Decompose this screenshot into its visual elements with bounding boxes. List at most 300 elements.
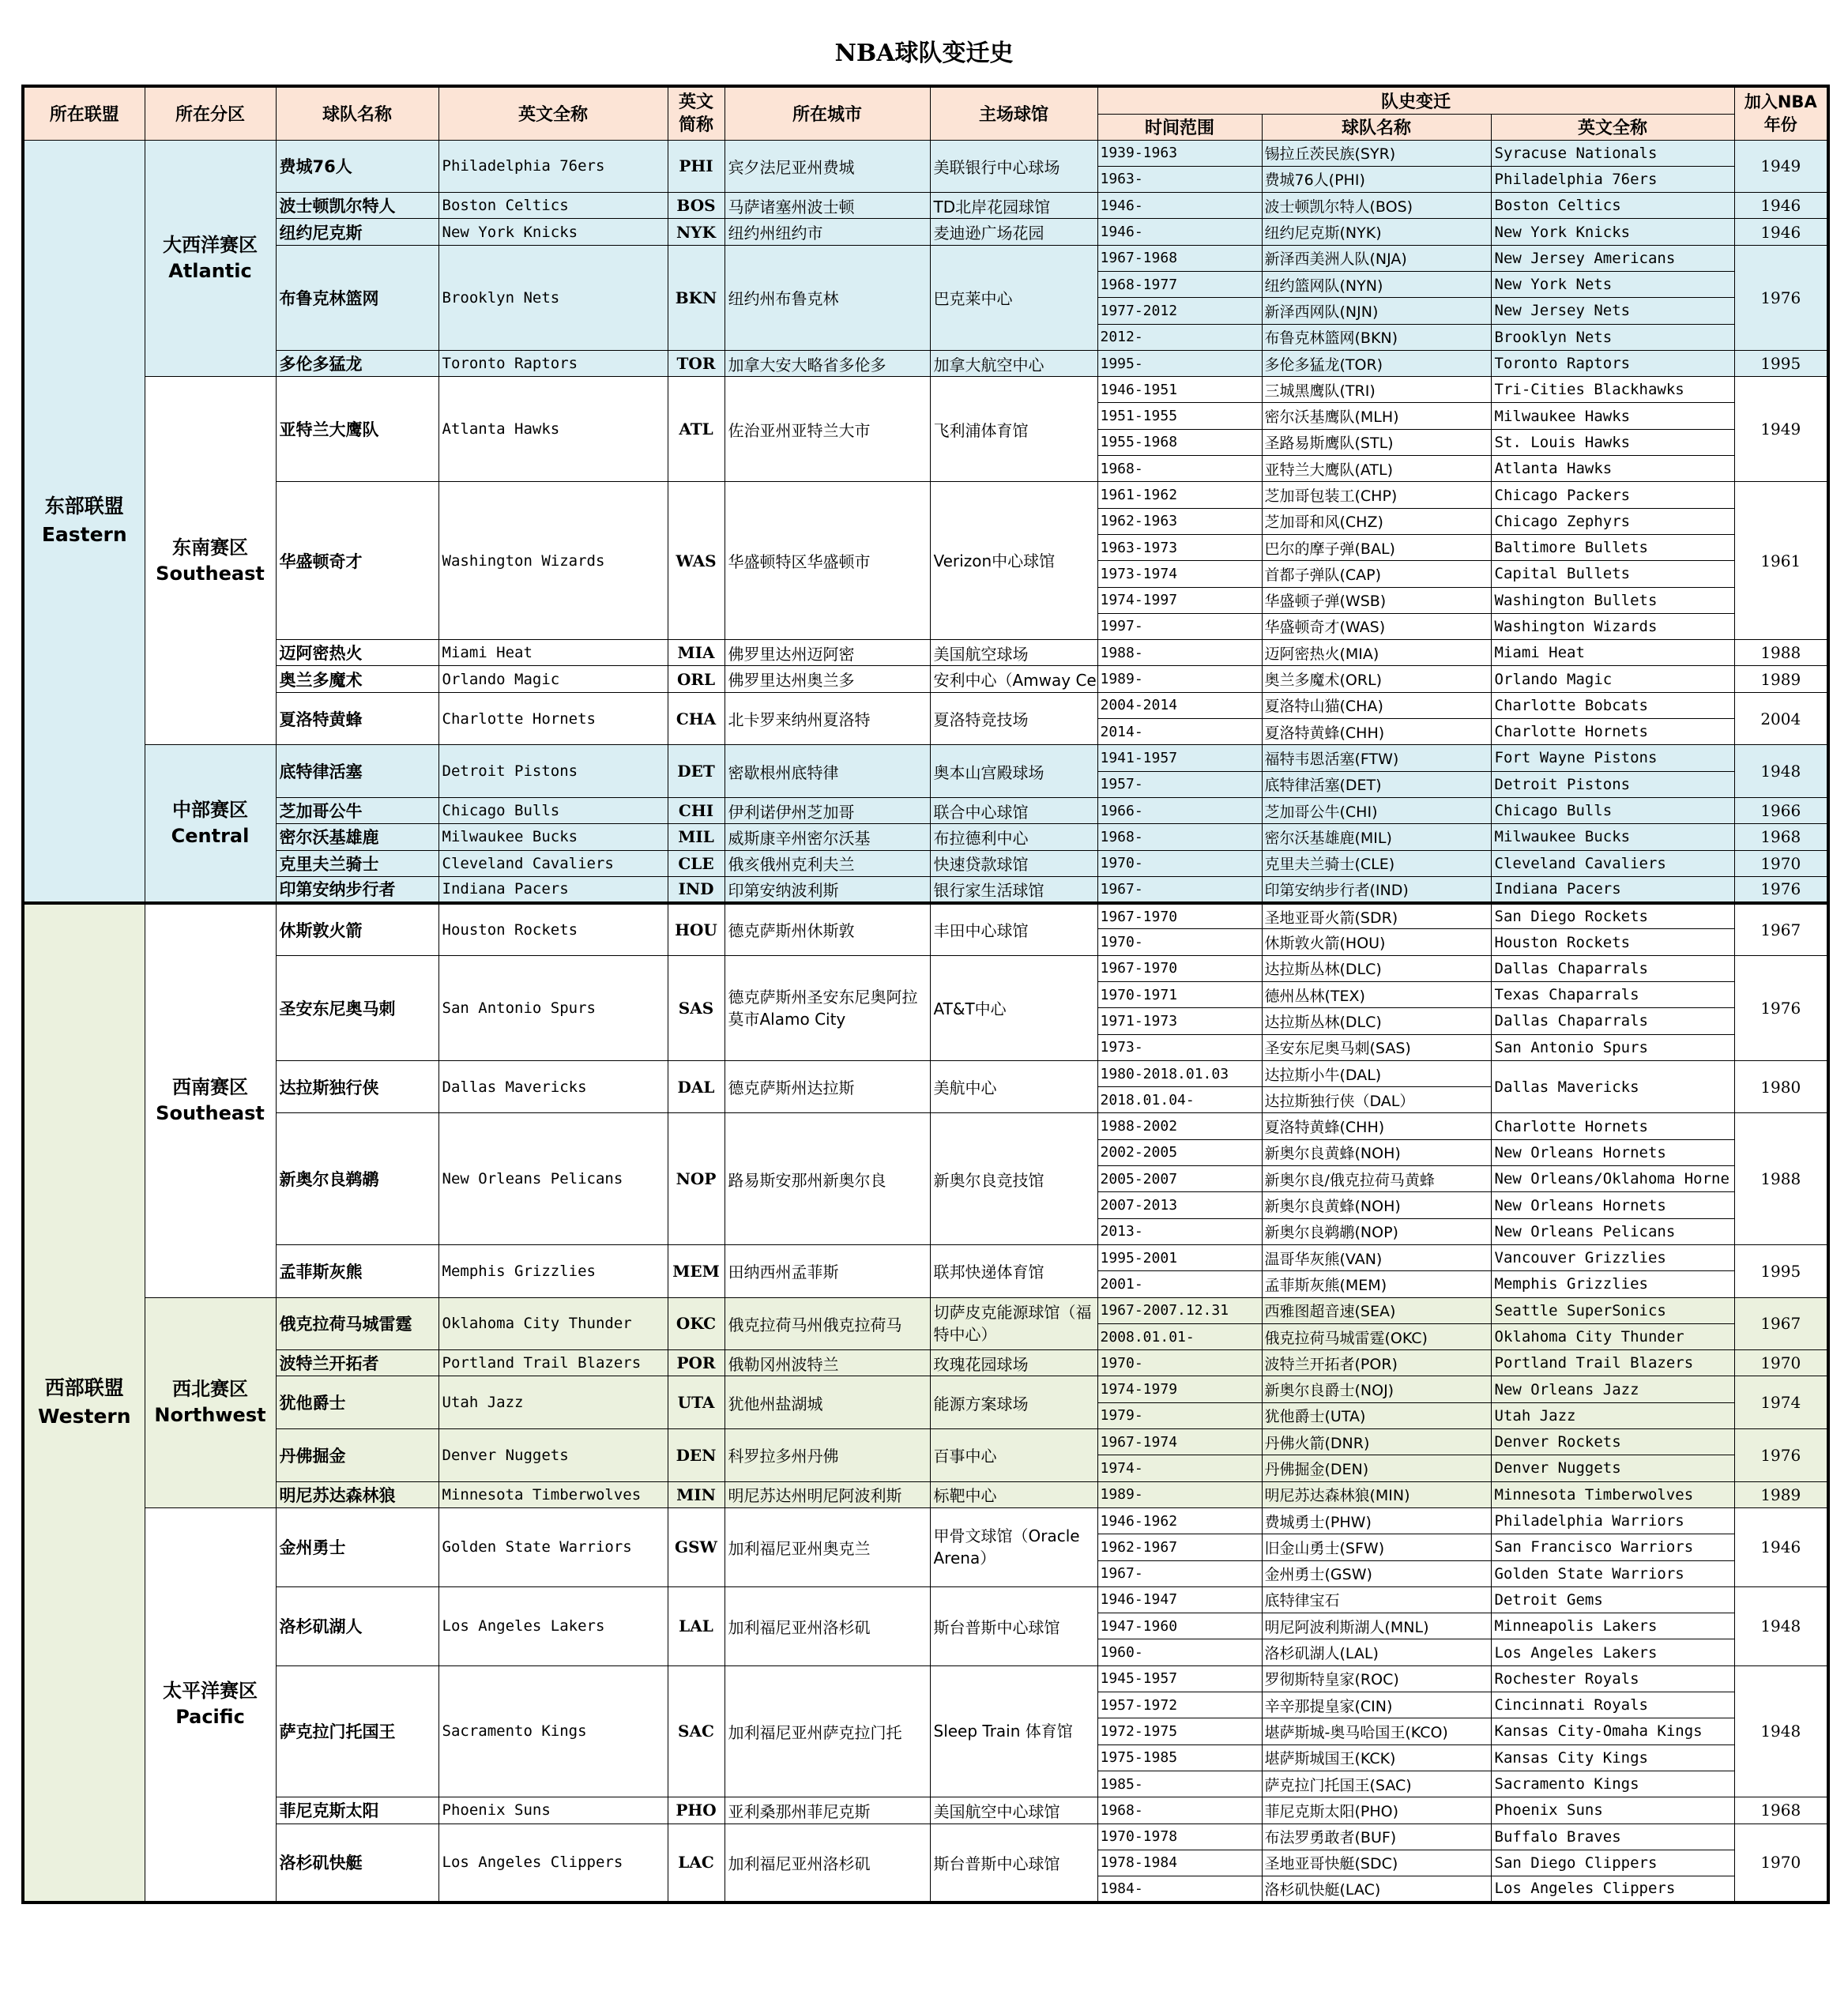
history-english-cell: Indiana Pacers: [1491, 876, 1734, 902]
history-team-cell: 达拉斯独行侠（DAL）: [1262, 1087, 1491, 1113]
history-english-cell: Utah Jazz: [1491, 1402, 1734, 1428]
table-row: [23, 1113, 1828, 1139]
team-abbr-cell: POR: [668, 1350, 725, 1376]
history-period-cell: 1968-1977: [1097, 271, 1262, 297]
table-row: [23, 1244, 1828, 1270]
team-city-cell: 密歇根州底特律: [725, 745, 930, 798]
joined-year-cell: 1968: [1734, 824, 1828, 850]
history-period-cell: 1939-1963: [1097, 140, 1262, 166]
team-arena-cell: 银行家生活球馆: [930, 876, 1097, 902]
history-english-cell: Portland Trail Blazers: [1491, 1350, 1734, 1376]
history-period-cell: 1941-1957: [1097, 745, 1262, 771]
history-english-cell: Capital Bullets: [1491, 561, 1734, 587]
joined-year-cell: 1968: [1734, 1797, 1828, 1824]
joined-year-cell: 1989: [1734, 666, 1828, 692]
history-english-cell: Minnesota Timberwolves: [1491, 1481, 1734, 1507]
history-team-cell: 新奥尔良黄蜂(NOH): [1262, 1192, 1491, 1218]
team-abbr-cell: DEN: [668, 1429, 725, 1482]
team-english-name-cell: Milwaukee Bucks: [438, 824, 668, 850]
history-english-cell: Boston Celtics: [1491, 193, 1734, 219]
team-abbr-cell: BKN: [668, 245, 725, 350]
history-period-cell: 1970-1971: [1097, 982, 1262, 1008]
team-city-cell: 华盛顿特区华盛顿市: [725, 482, 930, 640]
history-period-cell: 1966-: [1097, 797, 1262, 823]
table-row: [23, 245, 1828, 271]
team-abbr-cell: PHO: [668, 1797, 725, 1824]
team-arena-cell: 快速贷款球馆: [930, 850, 1097, 876]
team-english-name-cell: Brooklyn Nets: [438, 245, 668, 350]
history-english-cell: Syracuse Nationals: [1491, 140, 1734, 166]
table-row: [23, 955, 1828, 981]
team-arena-cell: 麦迪逊广场花园: [930, 219, 1097, 245]
history-period-cell: 1967-2007.12.31: [1097, 1297, 1262, 1323]
history-team-cell: 洛杉矶湖人(LAL): [1262, 1639, 1491, 1665]
history-team-cell: 温哥华灰熊(VAN): [1262, 1244, 1491, 1270]
history-team-cell: 印第安纳步行者(IND): [1262, 876, 1491, 902]
history-period-cell: 1974-1997: [1097, 587, 1262, 613]
team-arena-cell: TD北岸花园球馆: [930, 193, 1097, 219]
team-city-cell: 加利福尼亚州洛杉矶: [725, 1586, 930, 1665]
team-english-name-cell: Oklahoma City Thunder: [438, 1297, 668, 1350]
team-abbr-cell: CHI: [668, 797, 725, 823]
team-abbr-cell: SAC: [668, 1665, 725, 1797]
team-city-cell: 北卡罗来纳州夏洛特: [725, 692, 930, 745]
history-team-cell: 达拉斯小牛(DAL): [1262, 1060, 1491, 1086]
history-team-cell: 新奥尔良/俄克拉荷马黄蜂: [1262, 1166, 1491, 1192]
history-english-cell: Vancouver Grizzlies: [1491, 1244, 1734, 1270]
team-history-table-wrapper: [21, 85, 1827, 1904]
team-city-cell: 宾夕法尼亚州费城: [725, 140, 930, 193]
history-period-cell: 1974-: [1097, 1455, 1262, 1481]
joined-year-cell: 1946: [1734, 1507, 1828, 1586]
history-period-cell: 1984-: [1097, 1876, 1262, 1903]
history-team-cell: 新奥尔良爵士(NOJ): [1262, 1376, 1491, 1402]
table-header: [23, 86, 1828, 140]
league-cell: 东部联盟 Eastern: [23, 140, 145, 903]
history-period-cell: 1997-: [1097, 613, 1262, 639]
table-row: [23, 876, 1828, 902]
history-english-cell: Cincinnati Royals: [1491, 1692, 1734, 1718]
history-english-cell: Charlotte Hornets: [1491, 719, 1734, 745]
history-english-cell: Sacramento Kings: [1491, 1771, 1734, 1797]
team-abbr-cell: NOP: [668, 1113, 725, 1244]
team-english-name-cell: Boston Celtics: [438, 193, 668, 219]
joined-year-cell: 1967: [1734, 1297, 1828, 1350]
history-period-cell: 1967-: [1097, 1560, 1262, 1586]
table-row: [23, 824, 1828, 850]
history-team-cell: 夏洛特山猫(CHA): [1262, 692, 1491, 718]
history-team-cell: 布法罗勇敢者(BUF): [1262, 1824, 1491, 1850]
team-arena-cell: Sleep Train 体育馆: [930, 1665, 1097, 1797]
history-team-cell: 克里夫兰骑士(CLE): [1262, 850, 1491, 876]
history-period-cell: 1946-: [1097, 193, 1262, 219]
history-period-cell: 2013-: [1097, 1218, 1262, 1244]
history-period-cell: 1972-1975: [1097, 1718, 1262, 1744]
header-period: 时间范围: [1097, 114, 1262, 140]
team-name-cell: 纽约尼克斯: [276, 219, 438, 245]
header-league: 所在联盟: [23, 86, 145, 140]
history-period-cell: 2014-: [1097, 719, 1262, 745]
history-period-cell: 1970-: [1097, 929, 1262, 955]
history-period-cell: 2002-2005: [1097, 1139, 1262, 1165]
history-team-cell: 锡拉丘茨民族(SYR): [1262, 140, 1491, 166]
division-cell: 西南赛区 Southeast: [145, 903, 276, 1297]
joined-year-cell: 1976: [1734, 876, 1828, 902]
history-team-cell: 华盛顿子弹(WSB): [1262, 587, 1491, 613]
history-team-cell: 新奥尔良鹈鹕(NOP): [1262, 1218, 1491, 1244]
division-cell: 大西洋赛区 Atlantic: [145, 140, 276, 377]
history-team-cell: 亚特兰大鹰队(ATL): [1262, 456, 1491, 482]
joined-year-cell: 1974: [1734, 1376, 1828, 1429]
history-period-cell: 1961-1962: [1097, 482, 1262, 508]
team-name-cell: 新奥尔良鹈鹕: [276, 1113, 438, 1244]
history-english-cell: Kansas City-Omaha Kings: [1491, 1718, 1734, 1744]
history-period-cell: 1962-1963: [1097, 508, 1262, 534]
joined-year-cell: 1976: [1734, 245, 1828, 350]
team-name-cell: 底特律活塞: [276, 745, 438, 798]
history-period-cell: 1995-: [1097, 350, 1262, 376]
history-english-cell: San Diego Clippers: [1491, 1850, 1734, 1876]
team-city-cell: 亚利桑那州菲尼克斯: [725, 1797, 930, 1824]
team-arena-cell: 美国航空中心球馆: [930, 1797, 1097, 1824]
history-english-cell: Memphis Grizzlies: [1491, 1271, 1734, 1297]
history-english-cell: San Antonio Spurs: [1491, 1034, 1734, 1060]
team-city-cell: 犹他州盐湖城: [725, 1376, 930, 1429]
team-city-cell: 加利福尼亚州洛杉矶: [725, 1824, 930, 1903]
team-english-name-cell: Houston Rockets: [438, 903, 668, 956]
history-team-cell: 纽约尼克斯(NYK): [1262, 219, 1491, 245]
team-english-name-cell: Denver Nuggets: [438, 1429, 668, 1482]
team-arena-cell: 美联银行中心球场: [930, 140, 1097, 193]
team-name-cell: 布鲁克林篮网: [276, 245, 438, 350]
table-row: [23, 1429, 1828, 1455]
history-period-cell: 1974-1979: [1097, 1376, 1262, 1402]
history-period-cell: 1988-2002: [1097, 1113, 1262, 1139]
table-row: [23, 1297, 1828, 1323]
table-row: [23, 1665, 1828, 1692]
history-english-cell: San Francisco Warriors: [1491, 1534, 1734, 1560]
team-name-cell: 夏洛特黄蜂: [276, 692, 438, 745]
history-team-cell: 俄克拉荷马城雷霆(OKC): [1262, 1323, 1491, 1349]
team-arena-cell: 新奥尔良竞技馆: [930, 1113, 1097, 1244]
team-english-name-cell: Miami Heat: [438, 640, 668, 666]
history-team-cell: 芝加哥和风(CHZ): [1262, 508, 1491, 534]
division-cell: 西北赛区 Northwest: [145, 1297, 276, 1507]
team-english-name-cell: Minnesota Timberwolves: [438, 1481, 668, 1507]
team-english-name-cell: Memphis Grizzlies: [438, 1244, 668, 1297]
team-city-cell: 威斯康辛州密尔沃基: [725, 824, 930, 850]
history-english-cell: Texas Chaparrals: [1491, 982, 1734, 1008]
team-arena-cell: 标靶中心: [930, 1481, 1097, 1507]
team-english-name-cell: San Antonio Spurs: [438, 955, 668, 1060]
header-history: 队史变迁: [1097, 86, 1734, 114]
history-english-cell: New Orleans Hornets: [1491, 1192, 1734, 1218]
table-row: [23, 377, 1828, 403]
history-period-cell: 1988-: [1097, 640, 1262, 666]
team-arena-cell: 联邦快递体育馆: [930, 1244, 1097, 1297]
history-team-cell: 堪萨斯城国王(KCK): [1262, 1744, 1491, 1771]
history-english-cell: Tri-Cities Blackhawks: [1491, 377, 1734, 403]
history-english-cell: Houston Rockets: [1491, 929, 1734, 955]
team-arena-cell: AT&T中心: [930, 955, 1097, 1060]
history-english-cell: New Orleans Pelicans: [1491, 1218, 1734, 1244]
team-city-cell: 纽约州布鲁克林: [725, 245, 930, 350]
team-abbr-cell: HOU: [668, 903, 725, 956]
team-abbr-cell: TOR: [668, 350, 725, 376]
history-period-cell: 1963-1973: [1097, 534, 1262, 560]
team-abbr-cell: LAL: [668, 1586, 725, 1665]
team-name-cell: 克里夫兰骑士: [276, 850, 438, 876]
history-english-cell: Charlotte Bobcats: [1491, 692, 1734, 718]
history-team-cell: 明尼阿波利斯湖人(MNL): [1262, 1613, 1491, 1639]
team-name-cell: 洛杉矶快艇: [276, 1824, 438, 1903]
history-team-cell: 罗彻斯特皇家(ROC): [1262, 1665, 1491, 1692]
team-city-cell: 俄克拉荷马州俄克拉荷马: [725, 1297, 930, 1350]
history-team-cell: 福特韦恩活塞(FTW): [1262, 745, 1491, 771]
history-team-cell: 萨克拉门托国王(SAC): [1262, 1771, 1491, 1797]
history-english-cell: New Orleans/Oklahoma Horne: [1491, 1166, 1734, 1192]
history-period-cell: 1946-1947: [1097, 1586, 1262, 1613]
history-english-cell: Philadelphia Warriors: [1491, 1507, 1734, 1534]
history-team-cell: 新奥尔良黄蜂(NOH): [1262, 1139, 1491, 1165]
header-division: 所在分区: [145, 86, 276, 140]
team-arena-cell: 布拉德利中心: [930, 824, 1097, 850]
team-english-name-cell: New York Knicks: [438, 219, 668, 245]
team-english-name-cell: Chicago Bulls: [438, 797, 668, 823]
history-english-cell: Minneapolis Lakers: [1491, 1613, 1734, 1639]
team-abbr-cell: MIA: [668, 640, 725, 666]
team-name-cell: 明尼苏达森林狼: [276, 1481, 438, 1507]
history-english-cell: San Diego Rockets: [1491, 903, 1734, 929]
table-row: [23, 1824, 1828, 1850]
history-team-cell: 洛杉矶快艇(LAC): [1262, 1876, 1491, 1903]
history-english-cell: Detroit Pistons: [1491, 771, 1734, 797]
header-city: 所在城市: [725, 86, 930, 140]
history-team-cell: 孟菲斯灰熊(MEM): [1262, 1271, 1491, 1297]
team-arena-cell: 美国航空球场: [930, 640, 1097, 666]
history-team-cell: 菲尼克斯太阳(PHO): [1262, 1797, 1491, 1824]
team-city-cell: 加拿大安大略省多伦多: [725, 350, 930, 376]
history-team-cell: 丹佛火箭(DNR): [1262, 1429, 1491, 1455]
history-team-cell: 奥兰多魔术(ORL): [1262, 666, 1491, 692]
table-row: [23, 640, 1828, 666]
history-english-cell: Toronto Raptors: [1491, 350, 1734, 376]
history-team-cell: 西雅图超音速(SEA): [1262, 1297, 1491, 1323]
team-name-cell: 密尔沃基雄鹿: [276, 824, 438, 850]
team-abbr-cell: IND: [668, 876, 725, 902]
history-period-cell: 2018.01.04-: [1097, 1087, 1262, 1113]
team-english-name-cell: Philadelphia 76ers: [438, 140, 668, 193]
table-row: [23, 140, 1828, 166]
team-name-cell: 费城76人: [276, 140, 438, 193]
history-english-cell: Cleveland Cavaliers: [1491, 850, 1734, 876]
table-row: [23, 1507, 1828, 1534]
history-english-cell: Chicago Bulls: [1491, 797, 1734, 823]
team-arena-cell: 斯台普斯中心球馆: [930, 1824, 1097, 1903]
team-name-cell: 菲尼克斯太阳: [276, 1797, 438, 1824]
history-team-cell: 巴尔的摩子弹(BAL): [1262, 534, 1491, 560]
table-row: [23, 1376, 1828, 1402]
team-english-name-cell: Atlanta Hawks: [438, 377, 668, 482]
history-english-cell: Los Angeles Lakers: [1491, 1639, 1734, 1665]
team-arena-cell: 美航中心: [930, 1060, 1097, 1113]
table-row: [23, 219, 1828, 245]
history-team-cell: 明尼苏达森林狼(MIN): [1262, 1481, 1491, 1507]
joined-year-cell: 1988: [1734, 1113, 1828, 1244]
history-period-cell: 1970-: [1097, 850, 1262, 876]
team-arena-cell: 飞利浦体育馆: [930, 377, 1097, 482]
team-city-cell: 德克萨斯州休斯敦: [725, 903, 930, 956]
history-team-cell: 达拉斯丛林(DLC): [1262, 1008, 1491, 1034]
team-arena-cell: 巴克莱中心: [930, 245, 1097, 350]
team-name-cell: 金州勇士: [276, 1507, 438, 1586]
team-abbr-cell: SAS: [668, 955, 725, 1060]
team-english-name-cell: Orlando Magic: [438, 666, 668, 692]
history-period-cell: 1963-: [1097, 166, 1262, 192]
team-arena-cell: 联合中心球馆: [930, 797, 1097, 823]
history-english-cell: Miami Heat: [1491, 640, 1734, 666]
joined-year-cell: 1970: [1734, 1824, 1828, 1903]
team-city-cell: 佛罗里达州迈阿密: [725, 640, 930, 666]
history-team-cell: 华盛顿奇才(WAS): [1262, 613, 1491, 639]
joined-year-cell: 1995: [1734, 350, 1828, 376]
history-english-cell: Dallas Chaparrals: [1491, 955, 1734, 981]
team-name-cell: 休斯敦火箭: [276, 903, 438, 956]
history-english-cell: Fort Wayne Pistons: [1491, 745, 1734, 771]
team-name-cell: 洛杉矶湖人: [276, 1586, 438, 1665]
history-team-cell: 波士顿凯尔特人(BOS): [1262, 193, 1491, 219]
team-name-cell: 奥兰多魔术: [276, 666, 438, 692]
history-period-cell: 1945-1957: [1097, 1665, 1262, 1692]
history-english-cell: Golden State Warriors: [1491, 1560, 1734, 1586]
history-english-cell: Baltimore Bullets: [1491, 534, 1734, 560]
history-english-cell: New York Nets: [1491, 271, 1734, 297]
team-abbr-cell: NYK: [668, 219, 725, 245]
joined-year-cell: 1961: [1734, 482, 1828, 640]
history-period-cell: 1978-1984: [1097, 1850, 1262, 1876]
team-arena-cell: 加拿大航空中心: [930, 350, 1097, 376]
team-name-cell: 波士顿凯尔特人: [276, 193, 438, 219]
team-english-name-cell: New Orleans Pelicans: [438, 1113, 668, 1244]
history-period-cell: 1989-: [1097, 666, 1262, 692]
team-english-name-cell: Indiana Pacers: [438, 876, 668, 902]
history-period-cell: 1946-1951: [1097, 377, 1262, 403]
team-english-name-cell: Toronto Raptors: [438, 350, 668, 376]
table-body: [23, 140, 1828, 1903]
history-team-cell: 夏洛特黄蜂(CHH): [1262, 1113, 1491, 1139]
history-period-cell: 1946-1962: [1097, 1507, 1262, 1534]
team-arena-cell: 丰田中心球馆: [930, 903, 1097, 956]
history-period-cell: 1967-: [1097, 876, 1262, 902]
history-period-cell: 1989-: [1097, 1481, 1262, 1507]
history-team-cell: 犹他爵士(UTA): [1262, 1402, 1491, 1428]
team-english-name-cell: Charlotte Hornets: [438, 692, 668, 745]
history-team-cell: 费城76人(PHI): [1262, 166, 1491, 192]
table-row: [23, 850, 1828, 876]
team-arena-cell: 甲骨文球馆（Oracle Arena）: [930, 1507, 1097, 1586]
team-name-cell: 华盛顿奇才: [276, 482, 438, 640]
history-team-cell: 金州勇士(GSW): [1262, 1560, 1491, 1586]
team-name-cell: 萨克拉门托国王: [276, 1665, 438, 1797]
table-row: [23, 1797, 1828, 1824]
team-city-cell: 加利福尼亚州萨克拉门托: [725, 1665, 930, 1797]
history-english-cell: New Orleans Jazz: [1491, 1376, 1734, 1402]
header-joined: 加入NBA年份: [1734, 86, 1828, 140]
history-english-cell: Orlando Magic: [1491, 666, 1734, 692]
team-abbr-cell: BOS: [668, 193, 725, 219]
history-period-cell: 1968-: [1097, 824, 1262, 850]
team-history-table: [21, 85, 1830, 1904]
history-english-cell: Chicago Zephyrs: [1491, 508, 1734, 534]
team-abbr-cell: PHI: [668, 140, 725, 193]
history-english-cell: Rochester Royals: [1491, 1665, 1734, 1692]
team-abbr-cell: UTA: [668, 1376, 725, 1429]
team-city-cell: 科罗拉多州丹佛: [725, 1429, 930, 1482]
header-hist-team: 球队名称: [1262, 114, 1491, 140]
history-team-cell: 费城勇士(PHW): [1262, 1507, 1491, 1534]
team-name-cell: 孟菲斯灰熊: [276, 1244, 438, 1297]
table-row: [23, 797, 1828, 823]
joined-year-cell: 1976: [1734, 1429, 1828, 1482]
table-row: [23, 1060, 1828, 1086]
header-full-name: 英文全称: [438, 86, 668, 140]
history-period-cell: 1970-1978: [1097, 1824, 1262, 1850]
history-period-cell: 1995-2001: [1097, 1244, 1262, 1270]
history-team-cell: 波特兰开拓者(POR): [1262, 1350, 1491, 1376]
history-english-cell: Denver Nuggets: [1491, 1455, 1734, 1481]
joined-year-cell: 1980: [1734, 1060, 1828, 1113]
history-period-cell: 1967-1970: [1097, 955, 1262, 981]
team-city-cell: 马萨诸塞州波士顿: [725, 193, 930, 219]
team-name-cell: 迈阿密热火: [276, 640, 438, 666]
history-team-cell: 圣路易斯鹰队(STL): [1262, 429, 1491, 455]
history-period-cell: 1960-: [1097, 1639, 1262, 1665]
history-period-cell: 1980-2018.01.03: [1097, 1060, 1262, 1086]
table-row: [23, 1481, 1828, 1507]
history-english-cell: Denver Rockets: [1491, 1429, 1734, 1455]
history-period-cell: 2007-2013: [1097, 1192, 1262, 1218]
history-period-cell: 1973-1974: [1097, 561, 1262, 587]
team-arena-cell: 斯台普斯中心球馆: [930, 1586, 1097, 1665]
team-name-cell: 多伦多猛龙: [276, 350, 438, 376]
team-city-cell: 路易斯安那州新奥尔良: [725, 1113, 930, 1244]
joined-year-cell: 1976: [1734, 955, 1828, 1060]
team-city-cell: 田纳西州孟菲斯: [725, 1244, 930, 1297]
history-period-cell: 1946-: [1097, 219, 1262, 245]
history-period-cell: 1951-1955: [1097, 403, 1262, 429]
history-team-cell: 布鲁克林篮网(BKN): [1262, 324, 1491, 350]
history-team-cell: 密尔沃基鹰队(MLH): [1262, 403, 1491, 429]
joined-year-cell: 1970: [1734, 850, 1828, 876]
division-cell: 中部赛区 Central: [145, 745, 276, 903]
team-english-name-cell: Washington Wizards: [438, 482, 668, 640]
team-name-cell: 亚特兰大鹰队: [276, 377, 438, 482]
team-abbr-cell: OKC: [668, 1297, 725, 1350]
team-english-name-cell: Utah Jazz: [438, 1376, 668, 1429]
history-team-cell: 圣安东尼奥马刺(SAS): [1262, 1034, 1491, 1060]
joined-year-cell: 1949: [1734, 140, 1828, 193]
team-abbr-cell: ATL: [668, 377, 725, 482]
team-abbr-cell: GSW: [668, 1507, 725, 1586]
history-english-cell: Charlotte Hornets: [1491, 1113, 1734, 1139]
history-english-cell: St. Louis Hawks: [1491, 429, 1734, 455]
team-english-name-cell: Golden State Warriors: [438, 1507, 668, 1586]
team-name-cell: 芝加哥公牛: [276, 797, 438, 823]
history-team-cell: 底特律活塞(DET): [1262, 771, 1491, 797]
history-english-cell: Milwaukee Bucks: [1491, 824, 1734, 850]
team-city-cell: 俄亥俄州克利夫兰: [725, 850, 930, 876]
joined-year-cell: 1946: [1734, 219, 1828, 245]
